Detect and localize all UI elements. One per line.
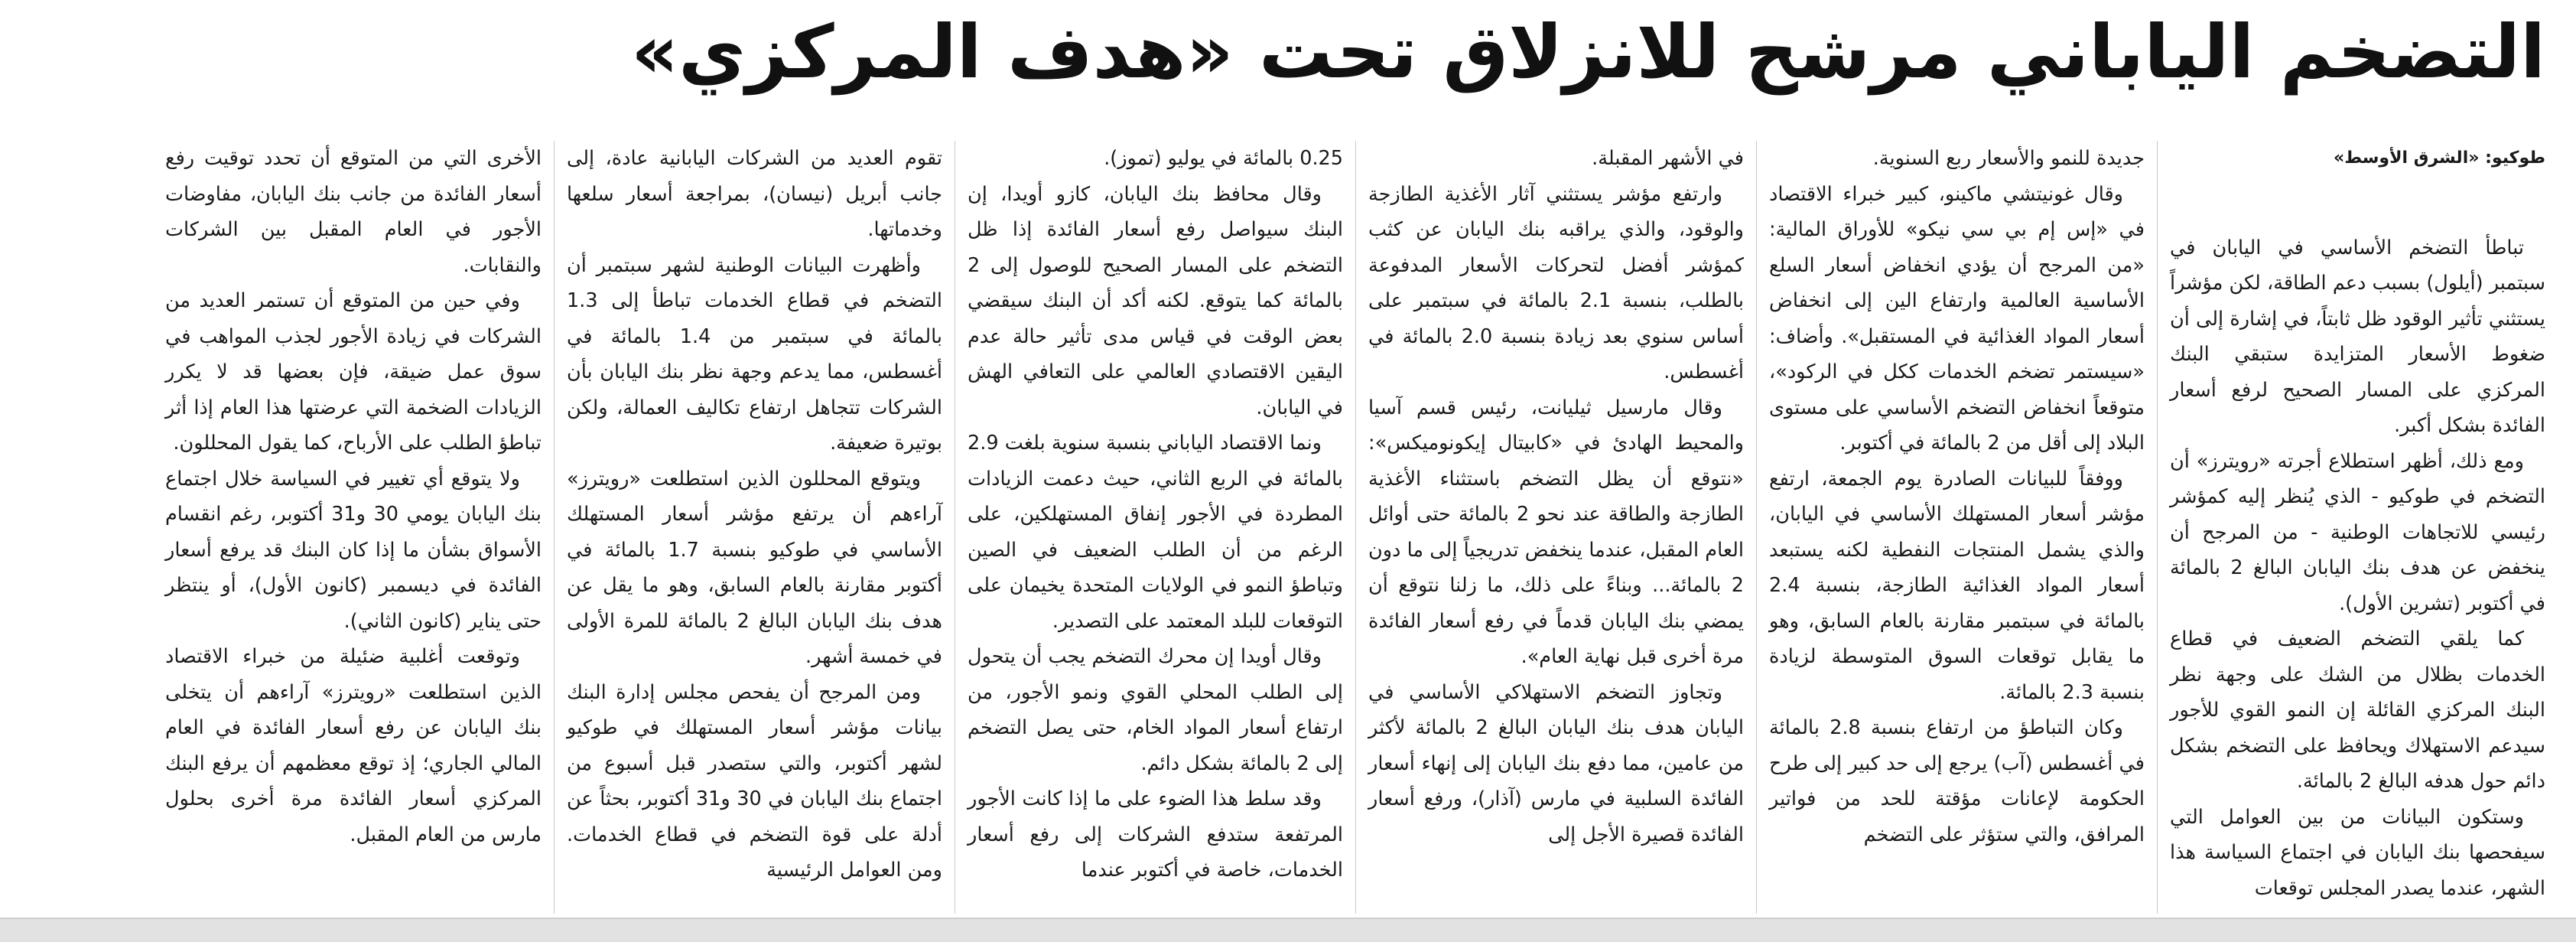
article-column-5 bbox=[554, 141, 955, 914]
paragraph: ووفقاً للبيانات الصادرة يوم الجمعة، ارتفع مؤشر أسعار المستهلك الأساسي في اليابان، والذي يشمل المنتجات النفطية لكنه يستبعد أسعار المواد الغذائية الطازجة، بنسبة 2.4 بالمائة في سبتمبر مقارنة بالعام السابق، وهو ما يقابل توقعات السوق المتوسطة لزيادة بنسبة 2.3 بالمائة. bbox=[1769, 467, 2145, 704]
paragraph: وفي حين من المتوقع أن تستمر العديد من الشركات في زيادة الأجور لجذب المواهب في سوق عمل ضيقة، فإن بعضها قد لا يكرر الزيادات الضخمة التي عرضتها هذا العام إذا أثر تباطؤ الطلب على الأرباح، كما يقول المحللون. bbox=[165, 289, 542, 455]
paragraph: وتوقعت أغلبية ضئيلة من خبراء الاقتصاد الذين استطلعت «رويترز» آراءهم أن يتخلى بنك اليابان عن رفع أسعار الفائدة في العام المالي الجاري؛ إذ توقع معظمهم أن يرفع البنك المركزي أسعار الفائدة مرة أخرى بحلول مارس من العام المقبل. bbox=[165, 645, 542, 846]
paragraph: في الأشهر المقبلة. bbox=[1592, 147, 1744, 170]
paragraph: وقال محافظ بنك اليابان، كازو أويدا، إن البنك سيواصل رفع أسعار الفائدة إذا ظل التضخم على المسار الصحيح للوصول إلى 2 بالمائة كما يتوقع. لكنه أكد أن البنك سيقضي بعض الوقت في قياس مدى تأثير حالة عدم اليقين الاقتصادي العالمي على التعافي الهش في اليابان. bbox=[968, 182, 1343, 419]
paragraph: تباطأ التضخم الأساسي في اليابان في سبتمبر (أيلول) بسبب دعم الطاقة، لكن مؤشراً يستثني تأثير الوقود ظل ثابتاً، في إشارة إلى أن ضغوط الأسعار المتزايدة ستبقي البنك المركزي على المسار الصحيح لرفع أسعار الفائدة بشكل أكبر. bbox=[2170, 236, 2545, 437]
paragraph: وارتفع مؤشر يستثني آثار الأغذية الطازجة والوقود، والذي يراقبه بنك اليابان عن كثب كمؤشر أفضل لتحركات الأسعار المدفوعة بالطلب، بنسبة 2.1 بالمائة في سبتمبر على أساس سنوي بعد زيادة بنسبة 2.0 بالمائة في أغسطس. bbox=[1368, 182, 1744, 383]
paragraph: تقوم العديد من الشركات اليابانية عادة، إلى جانب أبريل (نيسان)، بمراجعة أسعار سلعها وخدماتها. bbox=[567, 147, 942, 241]
paragraph: كما يلقي التضخم الضعيف في قطاع الخدمات بظلال من الشك على وجهة نظر البنك المركزي القائلة إن النمو القوي للأجور سيدعم الاستهلاك ويحافظ على التضخم بشكل دائم حول هدفه البالغ 2 بالمائة. bbox=[2170, 627, 2545, 793]
paragraph: وقال أويدا إن محرك التضخم يجب أن يتحول إلى الطلب المحلي القوي ونمو الأجور، من ارتفاع أسعار المواد الخام، حتى يصل التضخم إلى 2 بالمائة بشكل دائم. bbox=[968, 645, 1343, 775]
paragraph: وقد سلط هذا الضوء على ما إذا كانت الأجور المرتفعة ستدفع الشركات إلى رفع أسعار الخدمات، خاصة في أكتوبر عندما bbox=[968, 787, 1343, 882]
article-byline: طوكيو: «الشرق الأوسط» bbox=[2334, 148, 2545, 168]
article-column-6 bbox=[153, 141, 554, 914]
paragraph: ويتوقع المحللون الذين استطلعت «رويترز» آراءهم أن يرتفع مؤشر أسعار المستهلك الأساسي في طوكيو بنسبة 1.7 بالمائة في أكتوبر مقارنة بالعام السابق، وهو ما يقل عن هدف بنك اليابان البالغ 2 بالمائة للمرة الأولى في خمسة أشهر. bbox=[567, 467, 942, 668]
article-headline: التضخم الياباني مرشح للانزلاق تحت «هدف المركزي» bbox=[631, 9, 2545, 95]
paragraph: وقال غونيتشي ماكينو، كبير خبراء الاقتصاد في «إس إم بي سي نيكو» للأوراق المالية: «من المرجح أن يؤدي انخفاض أسعار السلع الأساسية العالمية وارتفاع الين إلى انخفاض أسعار المواد الغذائية في المستقبل». وأضاف: «سيستمر تضخم الخدمات ككل في الركود»، متوقعاً انخفاض التضخم الأساسي على مستوى البلاد إلى أقل من 2 بالمائة في أكتوبر. bbox=[1769, 182, 2145, 455]
article-column-4 bbox=[955, 141, 1355, 914]
paragraph: وتجاوز التضخم الاستهلاكي الأساسي في اليابان هدف بنك اليابان البالغ 2 بالمائة لأكثر من عامين، مما دفع بنك اليابان إلى إنهاء أسعار الفائدة السلبية في مارس (آذار)، ورفع أسعار الفائدة قصيرة الأجل إلى bbox=[1368, 680, 1744, 846]
bottom-divider-bar bbox=[0, 918, 2576, 942]
paragraph: 0.25 بالمائة في يوليو (تموز). bbox=[1104, 147, 1343, 170]
paragraph: جديدة للنمو والأسعار ربع السنوية. bbox=[1872, 147, 2145, 170]
article-column-2 bbox=[1756, 141, 2157, 914]
paragraph: وستكون البيانات من بين العوامل التي سيفحصها بنك اليابان في اجتماع السياسة هذا الشهر، عندما يصدر المجلس توقعات bbox=[2170, 805, 2545, 900]
paragraph: ونما الاقتصاد الياباني بنسبة سنوية بلغت 2.9 بالمائة في الربع الثاني، حيث دعمت الزيادات المطردة في الأجور إنفاق المستهلكين، على الرغم من أن الطلب الضعيف في الصين وتباطؤ النمو في الولايات المتحدة يخيمان على التوقعات للبلد المعتمد على التصدير. bbox=[968, 432, 1343, 633]
article-column-1 bbox=[2157, 141, 2558, 914]
paragraph: ومن المرجح أن يفحص مجلس إدارة البنك بيانات مؤشر أسعار المستهلك في طوكيو لشهر أكتوبر، والتي ستصدر قبل أسبوع من اجتماع بنك اليابان في 30 و31 أكتوبر، بحثاً عن أدلة على قوة التضخم في قطاع الخدمات. ومن العوامل الرئيسية bbox=[567, 680, 942, 882]
paragraph: وكان التباطؤ من ارتفاع بنسبة 2.8 بالمائة في أغسطس (آب) يرجع إلى حد كبير إلى طرح الحكومة لإعانات مؤقتة للحد من فواتير المرافق، والتي ستؤثر على التضخم bbox=[1769, 716, 2145, 846]
article-column-3 bbox=[1355, 141, 1756, 914]
paragraph: وأظهرت البيانات الوطنية لشهر سبتمبر أن التضخم في قطاع الخدمات تباطأ إلى 1.3 بالمائة في سبتمبر من 1.4 بالمائة في أغسطس، مما يدعم وجهة نظر بنك اليابان بأن الشركات تتجاهل ارتفاع تكاليف العمالة، ولكن بوتيرة ضعيفة. bbox=[567, 253, 942, 455]
article-body bbox=[18, 141, 2558, 914]
paragraph: وقال مارسيل ثيليانت، رئيس قسم آسيا والمحيط الهادئ في «كابيتال إيكونوميكس»: «نتوقع أن يظل التضخم باستثناء الأغذية الطازجة والطاقة عند نحو 2 بالمائة حتى أوائل العام المقبل، عندما ينخفض تدريجياً إلى ما دون 2 بالمائة... وبناءً على ذلك، ما زلنا نتوقع أن يمضي بنك اليابان قدماً في رفع أسعار الفائدة مرة أخرى قبل نهاية العام». bbox=[1368, 396, 1744, 668]
paragraph: الأخرى التي من المتوقع أن تحدد توقيت رفع أسعار الفائدة من جانب بنك اليابان، مفاوضات الأجور في العام المقبل بين الشركات والنقابات. bbox=[165, 147, 542, 277]
paragraph: ولا يتوقع أي تغيير في السياسة خلال اجتماع بنك اليابان يومي 30 و31 أكتوبر، رغم انقسام الأسواق بشأن ما إذا كان البنك قد يرفع أسعار الفائدة في ديسمبر (كانون الأول)، أو ينتظر حتى يناير (كانون الثاني). bbox=[165, 467, 542, 633]
paragraph: ومع ذلك، أظهر استطلاع أجرته «رويترز» أن التضخم في طوكيو - الذي يُنظر إليه كمؤشر رئيسي للاتجاهات الوطنية - من المرجح أن ينخفض عن هدف بنك اليابان البالغ 2 بالمائة في أكتوبر (تشرين الأول). bbox=[2170, 449, 2545, 615]
